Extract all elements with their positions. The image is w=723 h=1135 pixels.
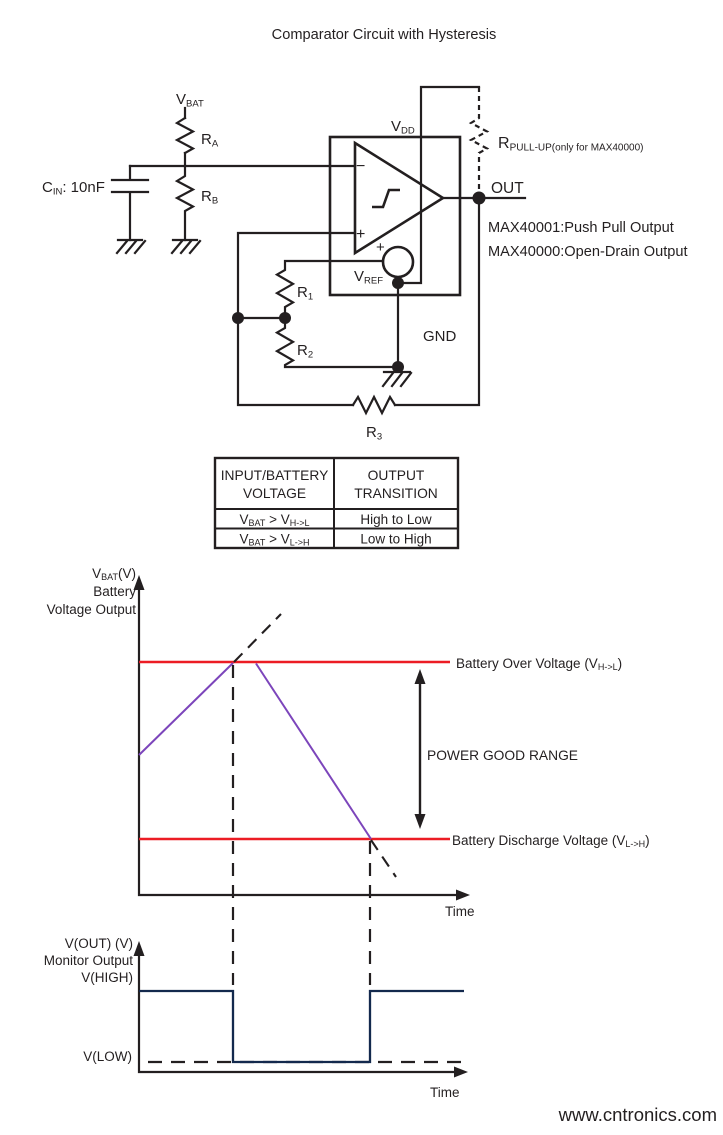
table-header-input: INPUT/BATTERY bbox=[220, 468, 329, 483]
table-row1-condition: VBAT > VH->L bbox=[239, 512, 310, 528]
vbat-label: VBAT bbox=[176, 91, 204, 110]
graph1-ylabel-line3: Voltage Output bbox=[46, 602, 136, 617]
junction-dot-out bbox=[473, 192, 486, 205]
comparator-minus-input: − bbox=[356, 158, 366, 175]
ra-label: RA bbox=[201, 131, 219, 150]
vref-plus-polarity: + bbox=[376, 239, 385, 256]
graph2-ylabel-line2: Monitor Output bbox=[43, 953, 133, 968]
vdd-label: VDD bbox=[391, 118, 415, 137]
r2-label: R2 bbox=[297, 342, 314, 361]
table-header-input-2: VOLTAGE bbox=[242, 486, 307, 501]
table-header-output-2: TRANSITION bbox=[354, 486, 438, 501]
rb-label: RB bbox=[201, 188, 219, 207]
discharge-voltage-label: Battery Discharge Voltage (VL->H) bbox=[452, 833, 650, 849]
r1-label: R1 bbox=[297, 284, 314, 303]
table-row2-result: Low to High bbox=[360, 531, 432, 547]
vlow-label: V(LOW) bbox=[83, 1049, 132, 1064]
table-row2-condition: VBAT > VL->H bbox=[239, 531, 310, 548]
comparator-plus-input: + bbox=[356, 226, 366, 243]
output-note-max40001: MAX40001:Push Pull Output bbox=[488, 220, 674, 236]
graph1-xlabel: Time bbox=[445, 904, 475, 919]
graph1-ylabel-line1: VBAT(V) bbox=[92, 566, 136, 582]
graph2-ylabel-line1: V(OUT) (V) bbox=[64, 936, 133, 951]
figure-title: Comparator Circuit with Hysteresis bbox=[271, 27, 497, 43]
watermark: www.cntronics.com bbox=[558, 1104, 717, 1125]
table-header-output: OUTPUT bbox=[367, 468, 425, 483]
vref-label: VREF bbox=[354, 268, 384, 287]
graph1-ylabel-line2: Battery bbox=[93, 584, 136, 599]
r3-label: R3 bbox=[366, 424, 383, 443]
rpullup-label: RPULL-UP(only for MAX40000) bbox=[498, 135, 644, 154]
over-voltage-label: Battery Over Voltage (VH->L) bbox=[456, 656, 623, 672]
gnd-label: GND bbox=[423, 328, 457, 345]
out-label: OUT bbox=[491, 180, 524, 197]
graph2-ylabel-line3: V(HIGH) bbox=[81, 970, 133, 985]
output-note-max40000: MAX40000:Open-Drain Output bbox=[488, 244, 688, 260]
cin-label: CIN: 10nF bbox=[42, 179, 105, 198]
power-good-range-label: POWER GOOD RANGE bbox=[427, 748, 579, 763]
graph2-xlabel: Time bbox=[430, 1085, 460, 1100]
table-row1-result: High to Low bbox=[360, 512, 432, 527]
